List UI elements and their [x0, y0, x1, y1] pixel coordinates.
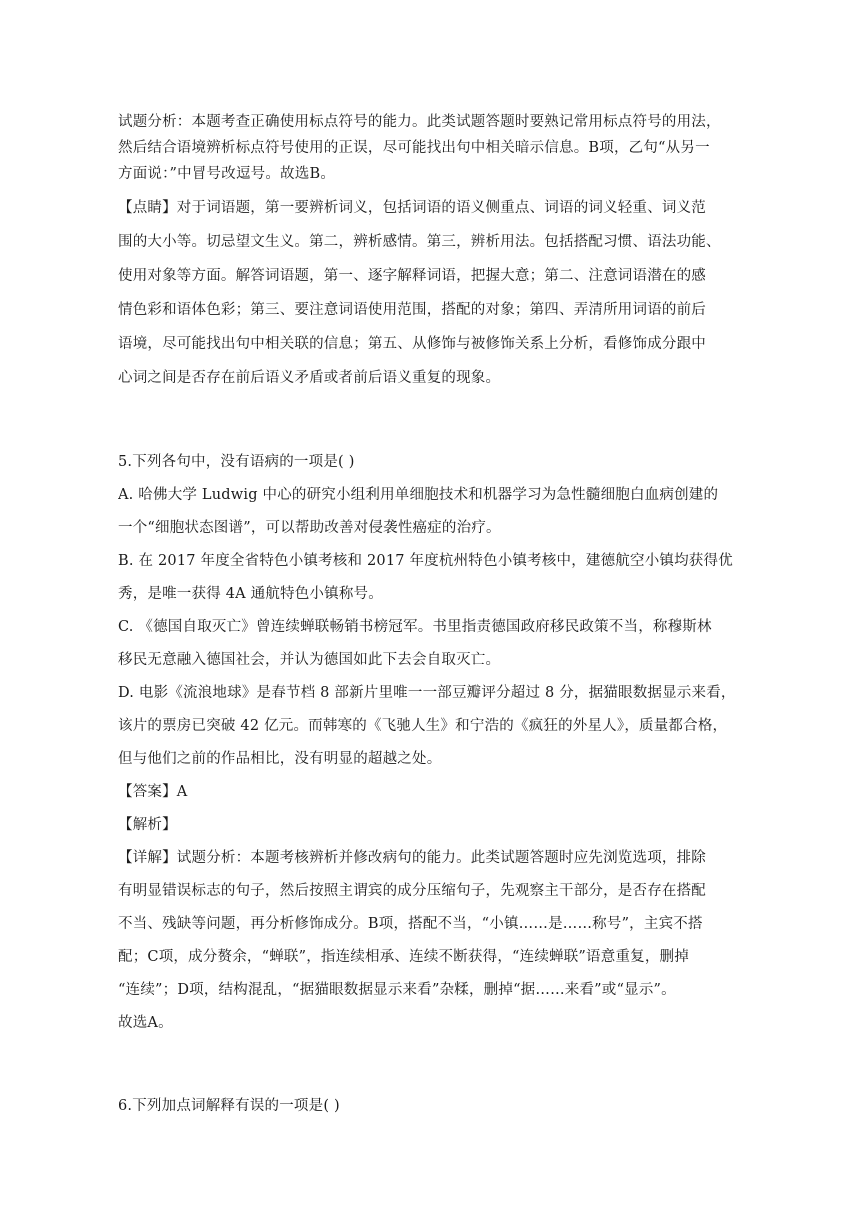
option-b-line: 秀，是唯一获得 4A 通航特色小镇称号。: [118, 586, 383, 602]
text-line: 方面说：”中冒号改逗号。故选B。: [118, 166, 336, 182]
text-line: 围的大小等。切忌望文生义。第二，辨析感情。第三，辨析用法。包括搭配习惯、语法功能、: [118, 234, 721, 250]
explanation-line: 故选A。: [118, 1015, 173, 1031]
option-d-line: 但与他们之前的作品相比，没有明显的超越之处。: [118, 751, 442, 767]
question-6: [118, 1093, 744, 1119]
explanation-line: 配；C项，成分赘余，“蝉联”，指连续相承、连续不断获得，“连续蝉联”语意重复，删掉: [118, 949, 689, 965]
option-d-line: D. 电影《流浪地球》是春节档 8 部新片里唯一一部豆瓣评分超过 8 分，据猫眼数据显示来看，: [118, 685, 736, 701]
text-line: 【点睛】对于词语题，第一要辨析词义，包括词语的语义侧重点、词语的词义轻重、词义范: [118, 200, 706, 216]
explanation-line: “连续”；D项，结构混乱，“据猫眼数据显示来看”杂糅，删掉“据……来看”或“显示”。: [118, 982, 676, 998]
text-line: 情色彩和语体色彩；第三、要注意词语使用范围，搭配的对象；第四、弄清所用词语的前后: [118, 302, 706, 318]
explanation-line: 【详解】试题分析：本题考核辨析并修改病句的能力。此类试题答题时应先浏览选项，排除: [118, 850, 706, 866]
option-c-line: 移民无意融入德国社会，并认为德国如此下去会自取灭亡。: [118, 652, 501, 668]
answer-line: 【答案】A: [118, 784, 188, 800]
option-a-line: A. 哈佛大学 Ludwig 中心的研究小组利用单细胞技术和机器学习为急性髓细胞白血病创建的: [118, 487, 719, 503]
text-line: 然后结合语境辨析标点符号使用的正误，尽可能找出句中相关暗示信息。B项，乙句“从另一: [118, 140, 710, 156]
text-line: 心词之间是否存在前后语义矛盾或者前后语义重复的现象。: [118, 370, 501, 386]
text-line: 语境，尽可能找出句中相关联的信息；第五、从修饰与被修饰关系上分析，看修饰成分跟中: [118, 336, 706, 352]
text-line: 试题分析：本题考查正确使用标点符号的能力。此类试题答题时要熟记常用标点符号的用法，: [118, 114, 721, 130]
question-5: [118, 449, 744, 1036]
option-b-line: B. 在 2017 年度全省特色小镇考核和 2017 年度杭州特色小镇考核中，建德航空小镇均获得优: [118, 553, 733, 569]
analysis-heading: 【解析】: [118, 817, 177, 833]
option-d-line: 该片的票房已突破 42 亿元。而韩寒的《飞驰人生》和宁浩的《疯狂的外星人》，质量都合格，: [118, 718, 728, 734]
text-line: 使用对象等方面。解答词语题，第一、逐字解释词语，把握大意；第二、注意词语潜在的感: [118, 268, 706, 284]
option-c-line: C. 《德国自取灭亡》曾连续蝉联畅销书榜冠军。书里指责德国政府移民政策不当，称穆斯林: [118, 619, 712, 635]
explanation-line: 有明显错误标志的句子，然后按照主谓宾的成分压缩句子，先观察主干部分，是否存在搭配: [118, 883, 706, 899]
analysis-section: [118, 109, 744, 391]
question-title: 6.下列加点词解释有误的一项是( ): [118, 1098, 340, 1114]
option-a-line: 一个“细胞状态图谱”，可以帮助改善对侵袭性癌症的治疗。: [118, 520, 501, 536]
explanation-line: 不当、残缺等问题，再分析修饰成分。B项，搭配不当，“小镇……是……称号”，主宾不搭: [118, 916, 703, 932]
question-title: 5.下列各句中，没有语病的一项是( ): [118, 454, 355, 470]
